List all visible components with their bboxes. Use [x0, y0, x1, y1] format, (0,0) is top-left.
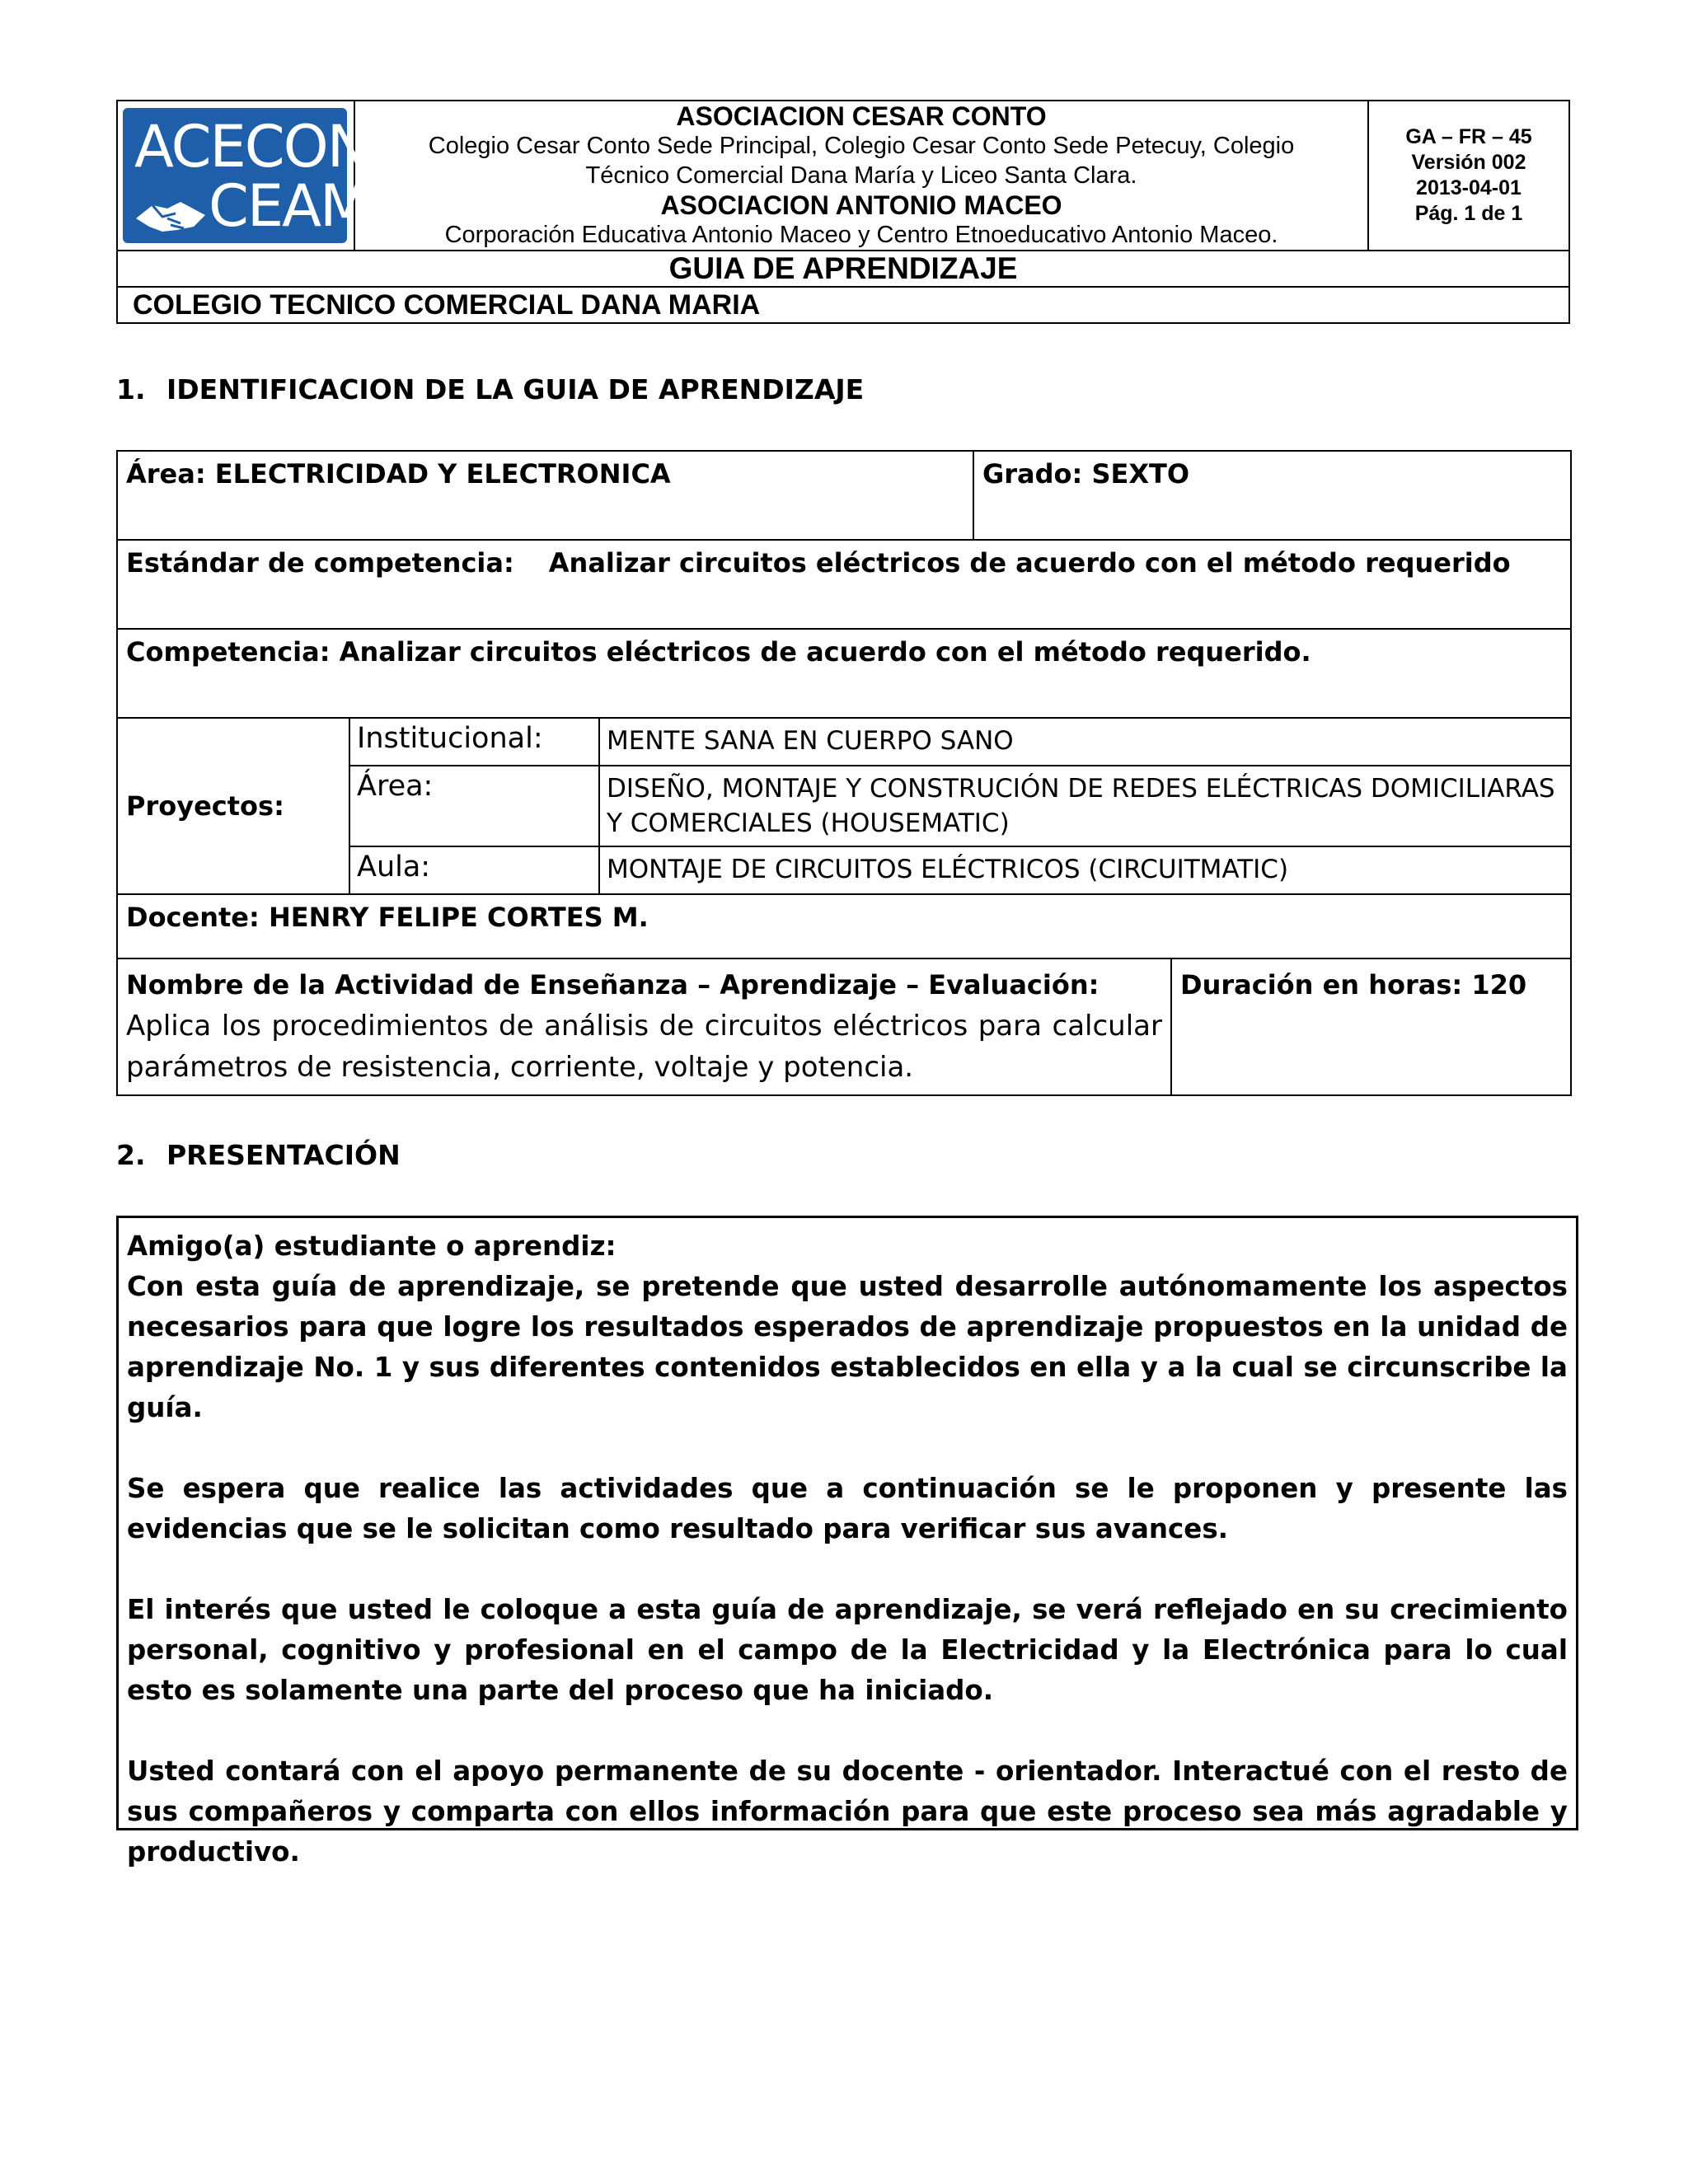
org2-name: ASOCIACION ANTONIO MACEO	[660, 190, 1062, 220]
document-title: GUIA DE APRENDIZAJE	[117, 251, 1569, 287]
document-code-block	[1368, 101, 1569, 251]
identification-table	[116, 450, 1572, 1096]
project-area-label: Área:	[349, 766, 599, 846]
teacher-field: Docente: HENRY FELIPE CORTES M.	[117, 894, 1571, 958]
org1-schools-line1: Colegio Cesar Conto Sede Principal, Colegio Cesar Conto Sede Petecuy, Colegio	[428, 133, 1295, 159]
presentation-paragraph-1: Con esta guía de aprendizaje, se pretende que usted desarrolle autónomamente los aspectos necesarios para que logre los resultados esperados de aprendizaje propuestos en la unidad de aprendizaje No. 1 y sus diferentes contenidos establecidos en ella y a la cual se circunscribe la guía.	[127, 1271, 1568, 1423]
presentation-paragraph-2: Se espera que realice las actividades que a continuación se le proponen y presente las evidencias que se le solicitan como resultado para verificar sus avances.	[127, 1473, 1568, 1544]
projects-label: Proyectos:	[117, 718, 349, 894]
section2-title: PRESENTACIÓN	[166, 1139, 401, 1171]
project-area-value: DISEÑO, MONTAJE Y CONSTRUCIÓN DE REDES ELÉCTRICAS DOMICILIARAS Y COMERCIALES (HOUSEMATIC)	[599, 766, 1571, 846]
activity-label: Nombre de la Actividad de Enseñanza – Aprendizaje – Evaluación:	[126, 969, 1100, 1001]
acecon-ceam-logo	[123, 108, 369, 243]
document-header	[116, 100, 1570, 324]
handshake-icon	[134, 194, 207, 235]
project-institutional-value: MENTE SANA EN CUERPO SANO	[599, 718, 1571, 766]
project-classroom-label: Aula:	[349, 846, 599, 894]
section2-heading	[116, 1139, 401, 1171]
standard-field	[117, 540, 1571, 629]
presentation-paragraph-3: El interés que usted le coloque a esta guía de aprendizaje, se verá reflejado en su crecimiento personal, cognitivo y profesional en el campo de la Electricidad y la Electrónica para lo cual esto es solamente una parte del proceso que ha iniciado.	[127, 1594, 1568, 1706]
activity-description: Aplica los procedimientos de análisis de circuitos eléctricos para calcular parámetros de resistencia, corriente, voltaje y potencia.	[126, 1010, 1162, 1084]
section1-number: 1.	[116, 373, 146, 405]
standard-label: Estándar de competencia:	[126, 547, 514, 579]
organization-info	[354, 101, 1368, 251]
logo-text-acecon: ACECON	[134, 113, 369, 180]
section1-title: IDENTIFICACION DE LA GUIA DE APRENDIZAJE	[166, 373, 865, 405]
org2-description: Corporación Educativa Antonio Maceo y Centro Etnoeducativo Antonio Maceo.	[444, 222, 1278, 248]
logo-text-ceam: CEAM	[209, 172, 368, 240]
section2-number: 2.	[116, 1139, 146, 1171]
project-classroom-value: MONTAJE DE CIRCUITOS ELÉCTRICOS (CIRCUITMATIC)	[599, 846, 1571, 894]
org1-name: ASOCIACION CESAR CONTO	[676, 101, 1047, 131]
presentation-box	[116, 1216, 1578, 1868]
competence-field: Competencia: Analizar circuitos eléctricos de acuerdo con el método requerido.	[117, 629, 1571, 718]
area-field: Área: ELECTRICIDAD Y ELECTRONICA	[117, 451, 973, 540]
document-code: GA – FR – 45	[1405, 125, 1532, 148]
logo-cell	[117, 101, 369, 251]
duration-field: Duración en horas: 120	[1171, 958, 1571, 1095]
document-page-number: Pág. 1 de 1	[1414, 202, 1523, 225]
presentation-paragraph-4: Usted contará con el apoyo permanente de su docente - orientador. Interactué con el resto de sus compañeros y comparta con ellos información para que este proceso sea más agradable y productivo.	[127, 1755, 1568, 1868]
document-version: Versión 002	[1411, 151, 1526, 174]
org1-schools-line2: Técnico Comercial Dana María y Liceo Santa Clara.	[585, 162, 1137, 189]
school-name: COLEGIO TECNICO COMERCIAL DANA MARIA	[117, 287, 1569, 323]
presentation-greeting: Amigo(a) estudiante o aprendiz:	[127, 1230, 617, 1262]
document-date: 2013-04-01	[1416, 176, 1522, 199]
project-institutional-label: Institucional:	[349, 718, 599, 766]
activity-field	[117, 958, 1171, 1095]
standard-value: Analizar circuitos eléctricos de acuerdo con el método requerido	[548, 547, 1511, 579]
section1-heading	[116, 373, 864, 405]
grade-field: Grado: SEXTO	[973, 451, 1571, 540]
